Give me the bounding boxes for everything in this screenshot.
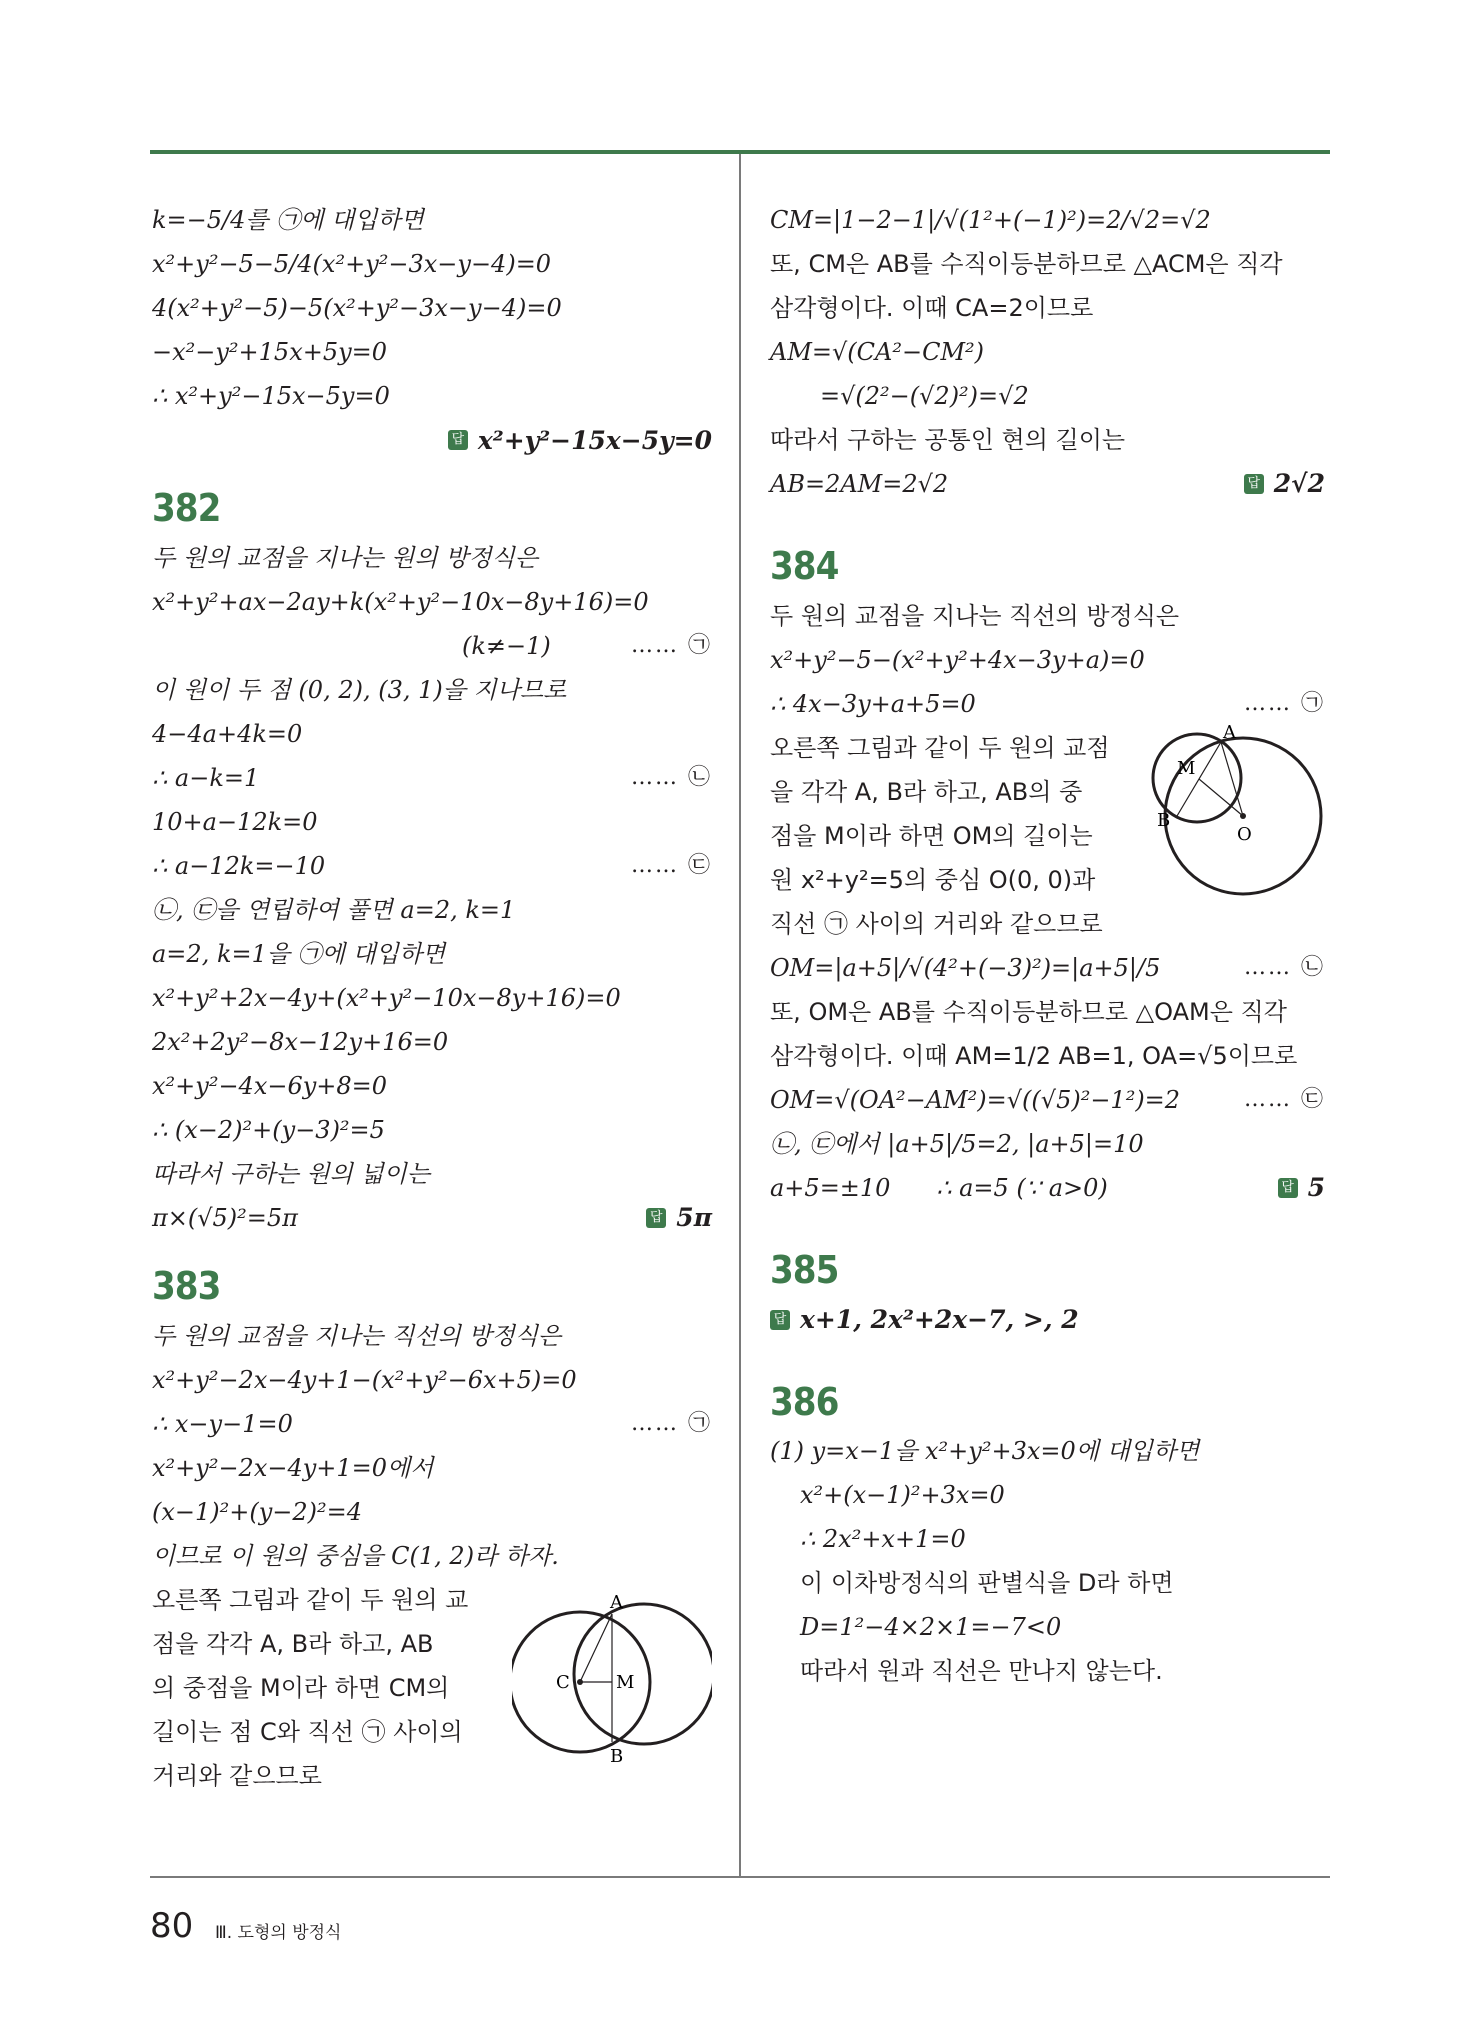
line: 거리와 같으므로 — [152, 1761, 322, 1790]
line: x²+y²+ax−2ay+k(x²+y²−10x−8y+16)=0 — [152, 587, 649, 616]
line: 4(x²+y²−5)−5(x²+y²−3x−y−4)=0 — [152, 294, 562, 322]
answer-382: 답 5π — [646, 1202, 712, 1233]
line: 10+a−12k=0 — [152, 807, 318, 836]
line: ∴ (x−2)²+(y−3)²=5 — [152, 1115, 385, 1144]
line: ∴ a−k=1 …… ㉡ — [152, 763, 712, 792]
column-divider — [739, 154, 741, 1876]
line: 오른쪽 그림과 같이 두 원의 교점 — [770, 733, 1110, 762]
point-c — [577, 1679, 583, 1685]
figure-block-384 — [770, 721, 1325, 946]
line: (x−1)²+(y−2)²=4 — [152, 1497, 363, 1526]
line: ∴ 2x²+x+1=0 — [800, 1525, 966, 1554]
answer-badge-icon: 답 — [448, 430, 468, 450]
solution-381-tail — [152, 198, 712, 462]
solution-383 — [152, 1314, 712, 1798]
line: 두 원의 교점을 지나는 직선의 방정식은 — [152, 1321, 562, 1350]
line: 따라서 원과 직선은 만나지 않는다. — [800, 1657, 1163, 1686]
page-number: 80 — [150, 1906, 194, 1946]
answer-383: 답 2√2 — [1244, 468, 1325, 499]
right-column — [770, 198, 1325, 1693]
line: x²+y²−5−5/4(x²+y²−3x−y−4)=0 — [152, 250, 552, 278]
problem-number-382: 382 — [152, 486, 221, 530]
answer-line-384: a+5=±10 ∴ a=5 (∵ a>0) 답 5 — [770, 1173, 1325, 1203]
line: 두 원의 교점을 지나는 직선의 방정식은 — [770, 601, 1180, 630]
two-circles-diagram-383 — [512, 1574, 712, 1774]
line: ㉡, ㉢을 연립하여 풀면 a=2, k=1 — [152, 895, 516, 924]
left-column — [152, 198, 712, 1798]
line: 삼각형이다. 이때 AM=1/2 AB=1, OA=√5이므로 — [770, 1041, 1298, 1070]
line: 따라서 구하는 공통인 현의 길이는 — [770, 426, 1126, 454]
line: x²+y²−2x−4y+1−(x²+y²−6x+5)=0 — [152, 1365, 577, 1394]
problem-number-385: 385 — [770, 1247, 839, 1292]
two-circles-diagram-384 — [1125, 716, 1325, 916]
line: x²+y²−4x−6y+8=0 — [152, 1071, 388, 1100]
solution-383-continued — [770, 198, 1325, 506]
line: 이 이차방정식의 판별식을 D라 하면 — [800, 1569, 1174, 1598]
line: 점을 각각 A, B라 하고, AB — [152, 1629, 434, 1658]
answer-badge-icon: 답 — [1278, 1178, 1298, 1198]
line: ∴ a−12k=−10 …… ㉢ — [152, 851, 712, 880]
label-m: M — [616, 1671, 635, 1693]
line: CM=|1−2−1|/√(1²+(−1)²)=2/√2=√2 — [770, 206, 1211, 234]
line: =√(2²−(√2)²)=√2 — [820, 382, 1029, 410]
answer-385: 답 x+1, 2x²+2x−7, >, 2 — [770, 1298, 1325, 1342]
line: ∴ x−y−1=0 …… ㉠ — [152, 1409, 712, 1438]
label-b: B — [1157, 809, 1171, 831]
label-c: C — [556, 1671, 570, 1693]
line: a=2, k=1을 ㉠에 대입하면 — [152, 939, 446, 968]
label-m: M — [1177, 757, 1196, 779]
label-o: O — [1237, 823, 1252, 845]
line: x²+y²+2x−4y+(x²+y²−10x−8y+16)=0 — [152, 983, 621, 1012]
circle-other — [574, 1604, 712, 1744]
line: ∴ x²+y²−15x−5y=0 — [152, 382, 390, 410]
line: k=−5/4를 ㉠에 대입하면 — [152, 206, 424, 234]
line: −x²−y²+15x+5y=0 — [152, 338, 388, 366]
problem-number-384: 384 — [770, 544, 839, 588]
line: 오른쪽 그림과 같이 두 원의 교 — [152, 1585, 469, 1614]
problem-number-383: 383 — [152, 1263, 221, 1308]
line: 길이는 점 C와 직선 ㉠ 사이의 — [152, 1717, 463, 1746]
point-o — [1240, 813, 1246, 819]
line: AM=√(CA²−CM²) — [770, 338, 985, 366]
chapter-title: Ⅲ. 도형의 방정식 — [215, 1923, 342, 1943]
label-a: A — [610, 1591, 623, 1613]
line: 이 원이 두 점 (0, 2), (3, 1)을 지나므로 — [152, 675, 567, 704]
problem-number-386: 386 — [770, 1379, 839, 1424]
line: ∴ 4x−3y+a+5=0 …… ㉠ — [770, 689, 1325, 718]
line: 직선 ㉠ 사이의 거리와 같으므로 — [770, 909, 1103, 938]
line: x²+y²−5−(x²+y²+4x−3y+a)=0 — [770, 645, 1145, 674]
answer-line-383: AB=2AM=2√2 답 2√2 — [770, 469, 1325, 499]
line: 원 x²+y²=5의 중심 O(0, 0)과 — [770, 865, 1096, 894]
line: 또, OM은 AB를 수직이등분하므로 △OAM은 직각 — [770, 997, 1287, 1026]
answer-badge-icon: 답 — [770, 1310, 790, 1330]
line: 2x²+2y²−8x−12y+16=0 — [152, 1027, 449, 1056]
circle-small — [1153, 734, 1241, 822]
label-a: A — [1223, 721, 1236, 743]
solution-384 — [770, 594, 1325, 1210]
line: 또, CM은 AB를 수직이등분하므로 △ACM은 직각 — [770, 250, 1283, 278]
line: 4−4a+4k=0 — [152, 719, 303, 748]
line: x²+(x−1)²+3x=0 — [800, 1481, 1005, 1510]
line: 점을 M이라 하면 OM의 길이는 — [770, 821, 1093, 850]
line: D=1²−4×2×1=−7<0 — [800, 1613, 1062, 1642]
line: 이므로 이 원의 중심을 C(1, 2)라 하자. — [152, 1541, 559, 1570]
line: 두 원의 교점을 지나는 원의 방정식은 — [152, 543, 538, 572]
answer-381: 답 x²+y²−15x−5y=0 — [152, 418, 712, 462]
solution-382 — [152, 536, 712, 1240]
answer-line-382: π×(√5)²=5π 답 5π — [152, 1203, 712, 1233]
line: OM=√(OA²−AM²)=√((√5)²−1²)=2 …… ㉢ — [770, 1085, 1325, 1114]
line: (k≠−1) …… ㉠ — [462, 631, 712, 660]
label-b: B — [610, 1745, 624, 1767]
line: x²+y²−2x−4y+1=0에서 — [152, 1453, 434, 1482]
answer-badge-icon: 답 — [1244, 474, 1264, 494]
bottom-rule — [150, 1876, 1330, 1878]
answer-badge-icon: 답 — [646, 1208, 666, 1228]
line: 따라서 구하는 원의 넓이는 — [152, 1159, 430, 1188]
answer-384: 답 5 — [1278, 1172, 1325, 1203]
line: 을 각각 A, B라 하고, AB의 중 — [770, 777, 1083, 806]
line: 의 중점을 M이라 하면 CM의 — [152, 1673, 450, 1702]
line: OM=|a+5|/√(4²+(−3)²)=|a+5|/5 …… ㉡ — [770, 953, 1325, 982]
line: 삼각형이다. 이때 CA=2이므로 — [770, 294, 1094, 322]
line: ㉡, ㉢에서 |a+5|/5=2, |a+5|=10 — [770, 1129, 1144, 1158]
solution-386 — [770, 1429, 1325, 1693]
figure-block-383 — [152, 1578, 712, 1798]
line: (1) y=x−1을 x²+y²+3x=0에 대입하면 — [770, 1437, 1200, 1466]
